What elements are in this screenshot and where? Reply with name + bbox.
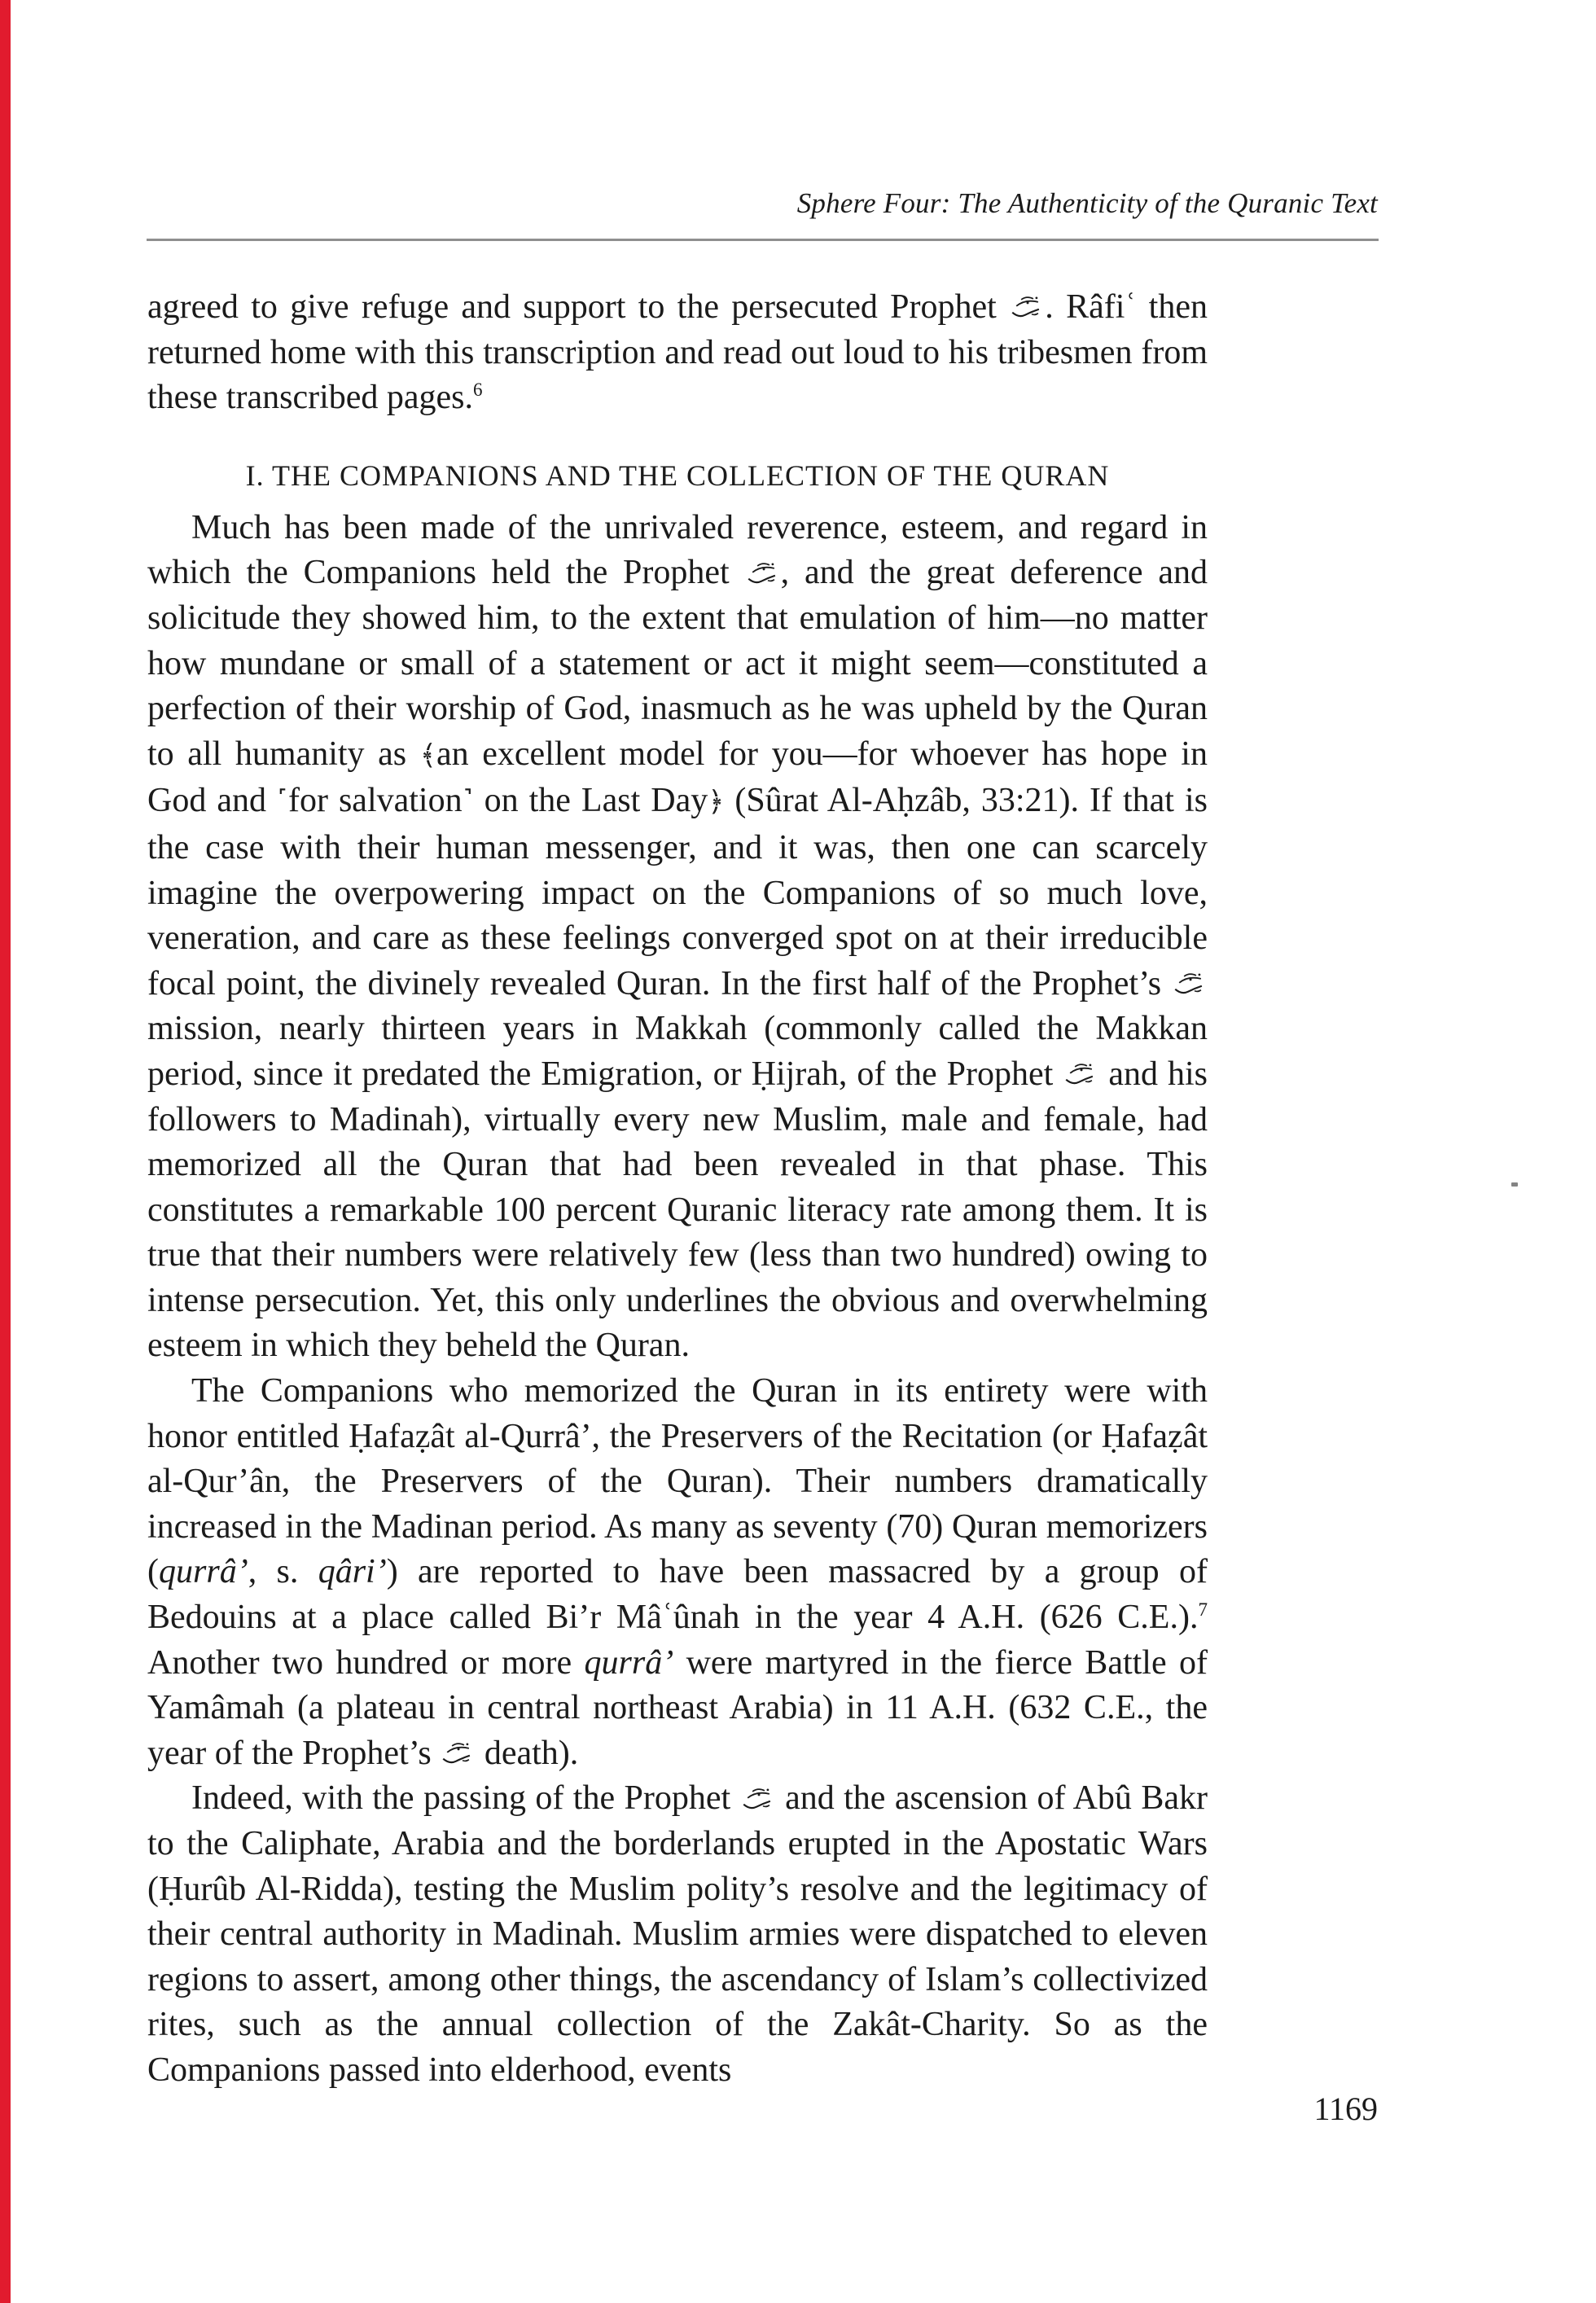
paragraph xyxy=(147,506,1208,1369)
text-run: mission, nearly thirteen years in Makkah (commonly called the Makkan period, since it predated the Emigration, or Ḥijrah, of the Prophet xyxy=(147,1010,1208,1093)
paragraph-continuation xyxy=(147,285,1208,421)
prophet-honorific-icon xyxy=(1063,1059,1098,1087)
text-run: The Companions who memorized the Quran in its entirety were with honor entitled Ḥafaẓât al-Qurrâ’, the Preservers of the Recitation (or Ḥafaẓât al-Qur’ân, the Preservers of the Quran). Their numbers dramatically increased in the Madinan period. As many as seventy (70) Quran memorizers ( xyxy=(147,1372,1208,1591)
text-run: , s. xyxy=(248,1553,318,1591)
text-run: qâri’ xyxy=(318,1553,387,1591)
text-run: agreed to give refuge and support to the persecuted Prophet xyxy=(147,288,1010,326)
quranic-quote-bracket: ﴿ xyxy=(708,786,725,819)
prophet-honorific-icon xyxy=(1172,969,1208,997)
footnote-ref: 7 xyxy=(1198,1599,1208,1621)
prophet-honorific-icon xyxy=(440,1739,476,1766)
prophet-honorific-icon xyxy=(740,1784,776,1812)
page-number: 1169 xyxy=(1313,2090,1378,2127)
ink-speck xyxy=(1511,1182,1518,1187)
text-run: qurrâ’ xyxy=(584,1643,674,1682)
text-run: and his followers to Madinah), virtually every new Muslim, male and female, had memorized all the Quran that had been revealed in that phase. This constitutes a remarkable 100 percent Quranic literacy rate among them. It is true that their numbers were relatively few (less than two hundred) owing to intense persecution. Yet, this only underlines the obvious and overwhelming esteem in which they beheld the Quran. xyxy=(147,1055,1208,1365)
footnote-ref: 6 xyxy=(473,379,483,401)
text-run: Another two hundred or more xyxy=(147,1643,585,1682)
book-edge-strip xyxy=(0,0,11,2303)
text-run: (Sûrat Al-Aḥzâb, 33:21). If that is the case with their human messenger, and it was, then one can scarcely imagine the overpowering impact on the Companions of so much love, veneration, and care as these feelings converged spot on at their irreducible focal point, the divinely revealed Quran. In the first half of the Prophet’s xyxy=(147,782,1208,1002)
text-run: qurrâ’ xyxy=(159,1553,248,1591)
text-run: , and the great deference and solicitude they showed him, to the extent that emulation of him—no matter how mundane or small of a statement or act it might seem—constituted a perfection of their worship of God, inasmuch as he was upheld by the Quran to all humanity as xyxy=(147,554,1208,773)
paragraph xyxy=(147,1776,1208,2093)
prophet-honorific-icon xyxy=(1009,292,1045,320)
text-run: death). xyxy=(476,1734,579,1772)
text-run: ) are reported to have been massacred by a group of Bedouins at a place called Bi’r Mâʿûnah in the year 4 A.H. (626 C.E.). xyxy=(147,1553,1208,1637)
quranic-quote-bracket: ﴾ xyxy=(419,739,436,772)
text-run: . Râfiʿ then returned home with this transcription and read out loud to his tribesmen from these transcribed pages. xyxy=(147,288,1208,417)
prophet-honorific-icon xyxy=(745,559,781,586)
running-header: Sphere Four: The Authenticity of the Quranic Text xyxy=(796,187,1378,219)
text-run: and the ascension of Abû Bakr to the Caliphate, Arabia and the borderlands erupted in the Apostatic Wars (Ḥurûb Al-Ridda), testing the Muslim polity’s resolve and the legitimacy of their central authority in Madinah. Muslim armies were dispatched to eleven regions to assert, among other things, the ascendancy of Islam’s collectivized rites, such as the annual collection of the Zakât-Charity. So as the Companions passed into elderhood, events xyxy=(147,1779,1208,2089)
section-heading: I. THE COMPANIONS AND THE COLLECTION OF THE QURAN xyxy=(245,458,1110,492)
paragraph xyxy=(147,1369,1208,1776)
text-run: Much has been made of the unrivaled reverence, esteem, and regard in which the Companions held the Prophet xyxy=(147,508,1208,592)
header-rule xyxy=(147,239,1379,241)
text-run: were martyred in the fierce Battle of Yamâmah (a plateau in central northeast Arabia) in 11 A.H. (632 C.E., the year of the Prophet’s xyxy=(147,1643,1208,1772)
text-run: Indeed, with the passing of the Prophet xyxy=(191,1779,740,1818)
text-run: an excellent model for you—for whoever has hope in God and ˹for salvation˺ on the Last Day xyxy=(147,735,1208,820)
body-text-block xyxy=(147,285,1208,2094)
